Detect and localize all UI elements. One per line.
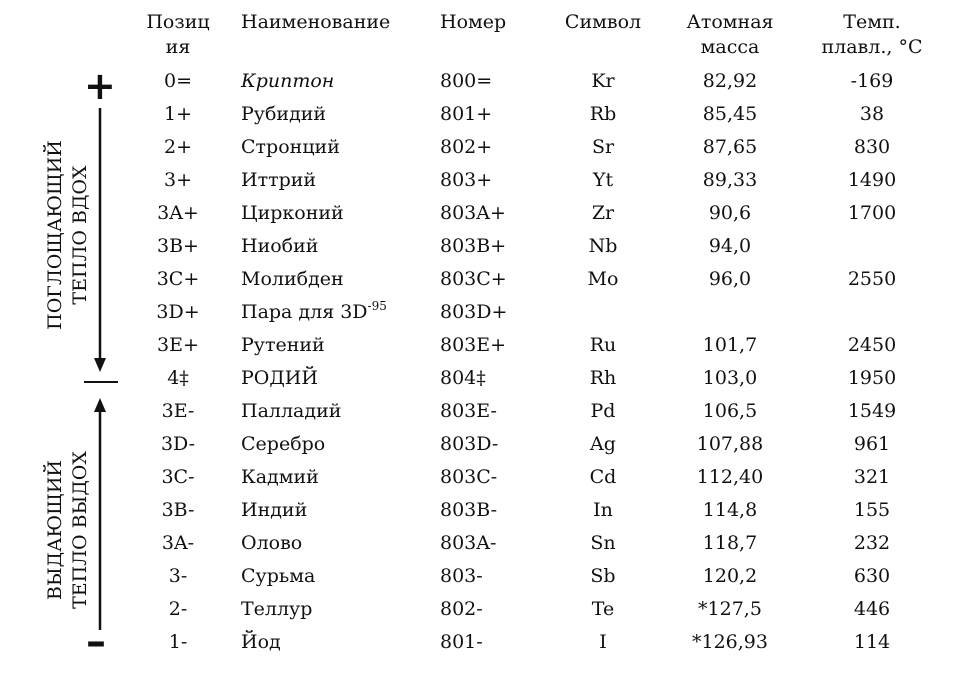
name-cell-text: Рубидий: [241, 103, 327, 125]
atomic-mass-cell: [675, 131, 785, 164]
symbol-cell: [565, 395, 641, 428]
symbol-cell-text: Kr: [591, 70, 615, 92]
header-number: Номер: [440, 11, 507, 33]
melting-temp-cell: [820, 164, 924, 197]
position-cell-text: 1+: [163, 103, 192, 125]
position-cell: [150, 98, 206, 131]
position-cell: [150, 428, 206, 461]
symbol-cell-text: Sr: [591, 136, 615, 158]
symbol-cell: [565, 296, 641, 329]
symbol-cell: [565, 197, 641, 230]
atomic-mass-cell: [675, 197, 785, 230]
melting-temp-cell-text: 830: [853, 136, 891, 158]
melting-temp-cell-text: 114: [853, 631, 891, 653]
melting-temp-cell-text: 630: [853, 565, 891, 587]
header-atomic-mass: [665, 10, 795, 60]
symbol-cell: [565, 131, 641, 164]
name-cell-text: Стронций: [241, 136, 340, 158]
atomic-mass-cell-text: *127,5: [698, 598, 762, 620]
number-cell: [440, 494, 550, 527]
header-position-line1: Позиц: [146, 11, 210, 33]
name-cell: [241, 395, 431, 428]
number-cell-text: 801+: [440, 103, 493, 125]
symbol-cell-text: Sb: [590, 565, 616, 587]
atomic-mass-cell: [675, 362, 785, 395]
melting-temp-cell-text: 1549: [847, 400, 897, 422]
melting-temp-cell-text: 38: [859, 103, 885, 125]
absorbing-heat-label-line2: ТЕПЛО ВДОХ: [69, 165, 91, 305]
header-melting-temp: [812, 10, 932, 60]
header-atomic-mass-line2: масса: [700, 36, 760, 58]
name-cell-text: Ниобий: [241, 235, 319, 257]
symbol-cell-text: Cd: [589, 466, 617, 488]
atomic-mass-cell-text: 103,0: [702, 367, 758, 389]
position-cell-text: 0=: [163, 70, 192, 92]
name-cell-text: Кадмий: [241, 466, 319, 488]
name-cell-text: Йод: [241, 631, 281, 653]
symbol-cell: [565, 329, 641, 362]
atomic-mass-cell: [675, 494, 785, 527]
symbol-cell-text: In: [593, 499, 613, 521]
header-position-line2: ия: [165, 36, 191, 58]
number-cell-text: 801-: [440, 631, 483, 653]
number-cell: [440, 593, 550, 626]
atomic-mass-cell: [675, 329, 785, 362]
symbol-cell: [565, 263, 641, 296]
symbol-cell-text: Nb: [588, 235, 618, 257]
symbol-cell: [565, 230, 641, 263]
atomic-mass-cell: [675, 527, 785, 560]
position-cell-text: 1-: [168, 631, 188, 653]
melting-temp-cell: [820, 395, 924, 428]
number-cell-text: 803A+: [440, 202, 506, 224]
atomic-mass-cell-text: 82,92: [702, 70, 758, 92]
emitting-heat-label: [43, 420, 93, 640]
position-cell: [150, 362, 206, 395]
number-cell-text: 803B+: [440, 235, 507, 257]
symbol-cell-text: Zr: [591, 202, 615, 224]
name-cell-text: Криптон: [241, 70, 335, 92]
header-atomic-mass-line1: Атомная: [686, 11, 774, 33]
symbol-cell-text: Sn: [590, 532, 616, 554]
number-cell: [440, 395, 550, 428]
number-cell-text: 803E+: [440, 334, 507, 356]
number-cell: [440, 131, 550, 164]
atomic-mass-cell: [675, 296, 785, 329]
name-cell: [241, 263, 431, 296]
name-cell: [241, 428, 431, 461]
atomic-mass-cell-text: 85,45: [702, 103, 758, 125]
symbol-cell-text: Rh: [589, 367, 617, 389]
melting-temp-cell: [820, 329, 924, 362]
position-cell: [150, 164, 206, 197]
absorbing-heat-label: [43, 125, 93, 345]
number-cell-text: 803-: [440, 565, 483, 587]
symbol-cell: [565, 65, 641, 98]
position-cell: [150, 593, 206, 626]
name-cell-text: Рутений: [241, 334, 325, 356]
number-cell-text: 803C+: [440, 268, 507, 290]
name-cell: [241, 593, 431, 626]
melting-temp-cell: [820, 494, 924, 527]
melting-temp-cell: [820, 296, 924, 329]
name-cell-text: Олово: [241, 532, 303, 554]
melting-temp-cell: [820, 65, 924, 98]
atomic-mass-cell-text: 90,6: [708, 202, 752, 224]
atomic-mass-cell: [675, 263, 785, 296]
atomic-mass-cell: [675, 65, 785, 98]
emitting-heat-label-line1: ВЫДАЮЩИЙ: [44, 460, 66, 600]
symbol-cell: [565, 560, 641, 593]
position-cell: [150, 461, 206, 494]
number-cell-text: 802+: [440, 136, 493, 158]
number-cell: [440, 65, 550, 98]
position-cell: [150, 230, 206, 263]
melting-temp-cell-text: 232: [853, 532, 891, 554]
emitting-heat-label-line2: ТЕПЛО ВЫДОХ: [69, 451, 91, 609]
symbol-cell-text: Rb: [589, 103, 617, 125]
melting-temp-cell: [820, 197, 924, 230]
melting-temp-cell-text: 321: [853, 466, 891, 488]
atomic-mass-cell-text: 96,0: [708, 268, 752, 290]
number-cell: [440, 461, 550, 494]
atomic-mass-cell-text: 118,7: [702, 532, 758, 554]
symbol-cell: [565, 593, 641, 626]
number-cell-text: 803B-: [440, 499, 497, 521]
number-cell-text: 803+: [440, 169, 493, 191]
header-name: Наименование: [241, 11, 391, 33]
melting-temp-cell: [820, 131, 924, 164]
number-cell: [440, 428, 550, 461]
position-cell: [150, 527, 206, 560]
atomic-mass-cell-text: 89,33: [702, 169, 758, 191]
symbol-cell: [565, 164, 641, 197]
melting-temp-cell: [820, 428, 924, 461]
atomic-mass-cell: [675, 560, 785, 593]
atomic-mass-cell-text: 120,2: [702, 565, 758, 587]
name-cell-text: Теллур: [241, 598, 313, 620]
melting-temp-cell-text: 2450: [847, 334, 897, 356]
atomic-mass-cell: [675, 230, 785, 263]
name-cell: [241, 527, 431, 560]
position-cell-text: 4‡: [167, 367, 189, 389]
position-cell-text: 3+: [163, 169, 192, 191]
name-cell-text: Пара для 3D: [241, 301, 368, 323]
melting-temp-cell: [820, 527, 924, 560]
name-superscript: -95: [367, 299, 387, 313]
name-cell-text: Сурьма: [241, 565, 316, 587]
atomic-mass-cell-text: 106,5: [702, 400, 758, 422]
number-cell-text: 803D+: [440, 301, 508, 323]
number-cell-text: 804‡: [440, 367, 486, 389]
number-cell-text: 803C-: [440, 466, 498, 488]
symbol-cell-text: Yt: [592, 169, 614, 191]
name-cell: [241, 296, 431, 329]
header-symbol: Символ: [564, 11, 642, 33]
melting-temp-cell: [820, 560, 924, 593]
plus-sign: +: [84, 64, 116, 108]
melting-temp-cell: [820, 593, 924, 626]
symbol-cell: [565, 626, 641, 659]
atomic-mass-cell: [675, 626, 785, 659]
position-cell: [150, 65, 206, 98]
symbol-cell: [565, 98, 641, 131]
number-cell: [440, 626, 550, 659]
number-cell: [440, 296, 550, 329]
melting-temp-cell-text: 155: [853, 499, 891, 521]
melting-temp-cell: [820, 626, 924, 659]
symbol-cell: [565, 362, 641, 395]
melting-temp-cell: [820, 461, 924, 494]
number-cell-text: 803D-: [440, 433, 499, 455]
name-cell-text: Серебро: [241, 433, 326, 455]
name-cell: [241, 230, 431, 263]
position-cell-text: 3B-: [161, 499, 195, 521]
melting-temp-cell-text: 961: [853, 433, 891, 455]
atomic-mass-cell: [675, 164, 785, 197]
atomic-mass-cell-text: 107,88: [696, 433, 764, 455]
header-melting-temp-line2: плавл., °C: [821, 36, 923, 58]
name-cell: [241, 626, 431, 659]
melting-temp-cell-text: 1490: [847, 169, 897, 191]
symbol-cell-text: Mo: [587, 268, 619, 290]
name-cell: [241, 131, 431, 164]
header-position: [138, 10, 218, 60]
position-cell: [150, 263, 206, 296]
position-cell: [150, 560, 206, 593]
absorbing-heat-label-line1: ПОГЛОЩАЮЩИЙ: [44, 140, 66, 330]
symbol-cell: [565, 527, 641, 560]
symbol-cell-text: I: [599, 631, 607, 653]
position-cell-text: 3D-: [160, 433, 196, 455]
position-cell: [150, 329, 206, 362]
symbol-cell-text: Ru: [589, 334, 617, 356]
name-cell: [241, 329, 431, 362]
position-cell-text: 3E+: [157, 334, 199, 356]
melting-temp-cell: [820, 230, 924, 263]
position-cell-text: 3D+: [156, 301, 200, 323]
atomic-mass-cell-text: 112,40: [696, 466, 764, 488]
name-cell: [241, 560, 431, 593]
position-cell-text: 3B+: [157, 235, 199, 257]
number-cell: [440, 329, 550, 362]
number-cell-text: 803E-: [440, 400, 497, 422]
position-cell-text: 3C+: [156, 268, 200, 290]
symbol-cell-text: Ag: [590, 433, 616, 455]
name-cell: [241, 362, 431, 395]
position-cell-text: 2+: [163, 136, 192, 158]
melting-temp-cell: [820, 362, 924, 395]
atomic-mass-cell-text: 94,0: [708, 235, 752, 257]
number-cell: [440, 527, 550, 560]
symbol-cell-text: Te: [591, 598, 615, 620]
name-cell-text: Молибден: [241, 268, 344, 290]
number-cell: [440, 230, 550, 263]
number-cell: [440, 197, 550, 230]
name-cell-text: Цирконий: [241, 202, 344, 224]
name-cell: [241, 98, 431, 131]
atomic-mass-cell: [675, 461, 785, 494]
melting-temp-cell: [820, 98, 924, 131]
melting-temp-cell-text: 2550: [847, 268, 897, 290]
number-cell: [440, 98, 550, 131]
position-cell: [150, 626, 206, 659]
atomic-mass-cell-text: *126,93: [692, 631, 768, 653]
header-melting-temp-line1: Темп.: [843, 11, 901, 33]
position-cell-text: 3C-: [161, 466, 195, 488]
atomic-mass-cell: [675, 98, 785, 131]
position-cell-text: 3E-: [161, 400, 195, 422]
arrow-down-head-icon: [94, 358, 106, 372]
atomic-mass-cell-text: 87,65: [702, 136, 758, 158]
position-cell-text: 3-: [168, 565, 188, 587]
name-cell: [241, 461, 431, 494]
atomic-mass-cell-text: 101,7: [702, 334, 758, 356]
melting-temp-cell: [820, 263, 924, 296]
melting-temp-cell-text: 1950: [847, 367, 897, 389]
position-cell: [150, 296, 206, 329]
name-cell-text: Иттрий: [241, 169, 317, 191]
number-cell: [440, 362, 550, 395]
number-cell: [440, 560, 550, 593]
name-cell-text: РОДИЙ: [241, 367, 318, 389]
position-cell-text: 3A+: [157, 202, 199, 224]
number-cell-text: 800=: [440, 70, 493, 92]
symbol-cell-text: Pd: [590, 400, 616, 422]
melting-temp-cell-text: 446: [853, 598, 891, 620]
name-cell: [241, 164, 431, 197]
name-cell: [241, 197, 431, 230]
position-cell: [150, 131, 206, 164]
atomic-mass-cell-text: 114,8: [702, 499, 758, 521]
name-cell: [241, 494, 431, 527]
symbol-cell: [565, 428, 641, 461]
atomic-mass-cell: [675, 395, 785, 428]
number-cell-text: 803A-: [440, 532, 497, 554]
symbol-cell: [565, 461, 641, 494]
minus-sign: –: [86, 619, 106, 665]
name-cell-text: Индий: [241, 499, 308, 521]
melting-temp-cell-text: 1700: [847, 202, 897, 224]
name-cell-text: Палладий: [241, 400, 342, 422]
position-cell: [150, 395, 206, 428]
number-cell-text: 802-: [440, 598, 483, 620]
position-cell-text: 3A-: [161, 532, 195, 554]
atomic-mass-cell: [675, 593, 785, 626]
symbol-cell: [565, 494, 641, 527]
name-cell: [241, 65, 431, 98]
position-cell: [150, 197, 206, 230]
number-cell: [440, 263, 550, 296]
position-cell: [150, 494, 206, 527]
atomic-mass-cell: [675, 428, 785, 461]
number-cell: [440, 164, 550, 197]
position-cell-text: 2-: [168, 598, 188, 620]
melting-temp-cell-text: -169: [850, 70, 894, 92]
